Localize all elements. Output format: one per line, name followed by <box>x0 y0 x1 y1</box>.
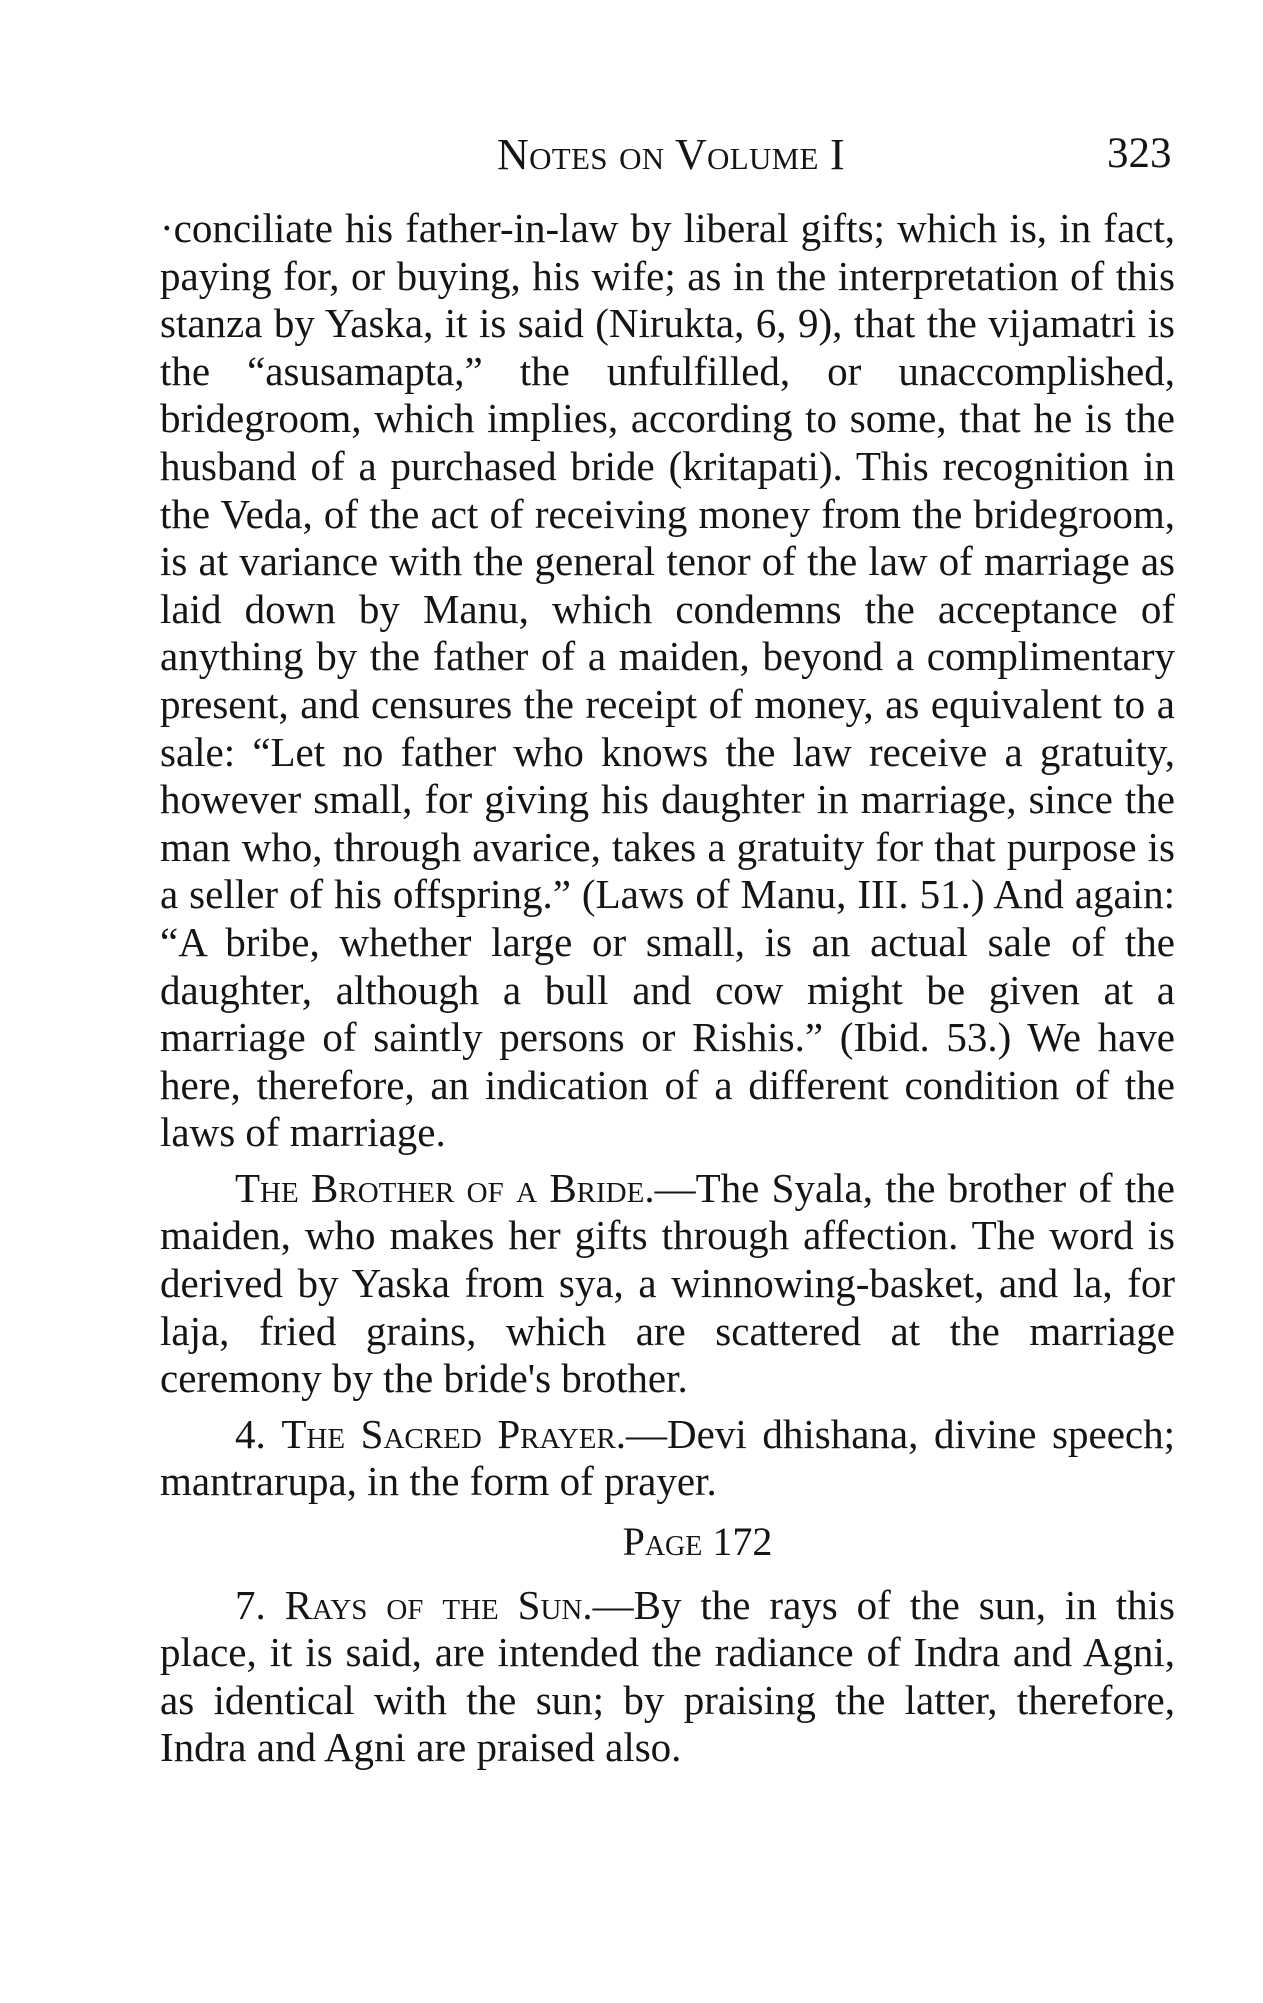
paragraph-marriage-gifts <box>160 205 1175 1157</box>
note-number: 4. <box>235 1410 266 1457</box>
page-header <box>0 125 1263 185</box>
paragraph-brother-of-bride <box>160 1165 1175 1403</box>
page-number: 323 <box>1107 130 1172 177</box>
note-heading: Rays of the Sun. <box>284 1581 593 1628</box>
note-heading: The Sacred Prayer. <box>281 1410 627 1457</box>
paragraph-text: —Devi dhishana, divine speech; mantrarupa, in the form of prayer. <box>160 1410 1175 1505</box>
note-number: 7. <box>235 1581 266 1628</box>
paragraph-text: —By the rays of the sun, in this place, it is said, are intended the radiance of Indra and Agni, as identical with the sun; by praising the latter, therefore, Indra and Agni are praised also. <box>160 1581 1176 1771</box>
running-head: Notes on Volume I <box>497 130 845 179</box>
paragraph-sacred-prayer <box>160 1411 1175 1506</box>
paragraph-rays-of-sun <box>160 1582 1175 1772</box>
section-heading-page: Page 172 <box>622 1519 773 1565</box>
body-text <box>160 205 1175 1772</box>
paragraph-text: ·conciliate his father-in-law by liberal gifts; which is, in fact, paying for, or buying, his wife; as in the interpretation of this stanza by Yaska, it is said (Nirukta, 6, 9), that the vijamatri is the “asusamapta,” the unfulfilled, or unaccomplished, bridegroom, which implies, according to some, that he is the husband of a purchased bride (kritapati). This recognition in the Veda, of the act of receiving money from the bridegroom, is at variance with the general tenor of the law of marriage as laid down by Manu, which condemns the acceptance of anything by the father of a maiden, beyond a complimentary present, and censures the receipt of money, as equivalent to a sale: “Let no father who knows the law receive a gratuity, however small, for giving his daughter in marriage, since the man who, through avarice, takes a gratuity for that purpose is a seller of his offspring.” (Laws of Manu, III. 51.) And again: “A bribe, whether large or small, is an actual sale of the daughter, although a bull and cow might be given at a marriage of saintly persons or Rishis.” (Ibid. 53.) We have here, therefore, an indication of a different condition of the laws of marriage. <box>160 205 1175 1156</box>
paragraph-text: —The Syala, the brother of the maiden, who makes her gifts through affection. The word is derived by Yaska from sya, a winnowing-basket, and la, for laja, fried grains, which are scattered at the marriage ceremony by the bride's brother. <box>160 1164 1175 1402</box>
note-heading: The Brother of a Bride. <box>235 1164 655 1211</box>
